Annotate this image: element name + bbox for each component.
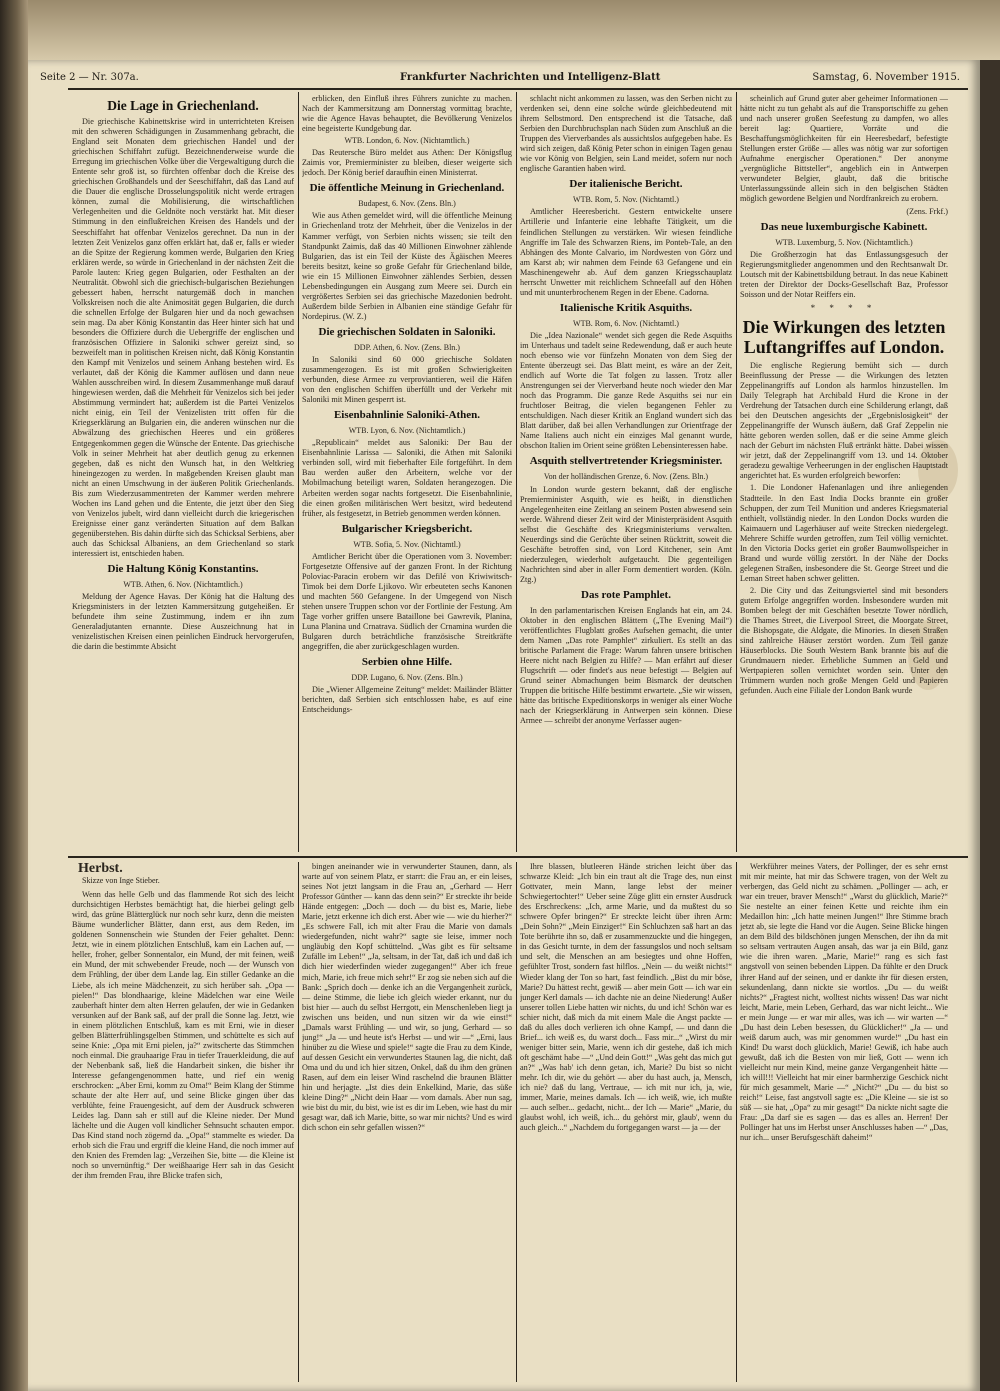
headline: Die Lage in Griechenland. <box>107 98 259 113</box>
article-text: scheinlich auf Grund guter aber geheimer Informationen — hätte nicht zu tun gehabt als auf die Transportschiffe zu gehen und nach unserer großen Seefestung zu dampfen, wo alles bereit lag: Quartiere, Vorräte und die Beschaffungsmöglichkeiten für ein Heeresbedarf, befestigte Stellungen erster Größe — alles was nötig war zur sofortigen Aufnahme energischer Operationen.“ Der anonyme „vergnügliche Bittsteller“, angeblich ein in Antwerpen verwundeter Belgier, glaubt, daß die britische Unterlassungssünde allein sich in den belgischen Städten möglich gewordene Belgien und Nordfrankreich zu erobern. <box>740 94 948 204</box>
dateline: WTB. London, 6. Nov. (Nichtamtlich.) <box>344 136 470 146</box>
article-text: Die englische Regierung bemüht sich — durch Beeinflussung der Presse — die Wirkungen des letzten Zeppelinangriffs auf London als harmlos hinzustellen. Im Daily Telegraph hat Archibald Hurd die Krone in der Verdrehung der Tatsachen durch eine Schilderung erlangt, daß bei den Deutschen angesichts der „Ergebnislosigkeit“ der Zeppelinangriffe der Wunsch äußern, daß Graf Zeppelin nie hätte geboren werden sollen, daß er die seine Amme gleich nach der Geburt im nächsten Fluß ertränkt hätte. Dabei wissen wir jetzt, daß der Zeppelinangriff vom 13. und 14. Oktober geradezu gewaltige Verheerungen in der englischen Hauptstadt angerichtet hat. Es wurden erfolgreich beworfen: <box>740 360 948 481</box>
article-text: Die griechische Kabinettskrise wird in unterrichteten Kreisen mit den schweren Schädigungen in Zusammenhang gebracht, die England seit Monaten dem griechischen Handel und der griechischen Schiffahrt zufügt. Bezeichnenderweise wurde die Erregung im griechischen Volke über die Vergewaltigung durch die Entente sehr groß ist, so fürchten offenbar doch die Kreise des griechischen Großhandels und der Seeschiffahrt, daß das Land auf die Dauer die englische Drosselungspolitik nicht werde ertragen können, zumal die Mobilisierung, die wirtschaftlichen Verlegenheiten und die Geldnöte noch verstärkt hat. Mit dieser Stimmung in den einflußreichen Kreisen des Handels und der Seeschiffahrt hat offenbar Venizelos gerechnet. Da nun in der letzten Zeit Venizelos ganz offen erklärt hat, daß er, falls er wieder an die Spitze der Regierung kommen werde, Bulgarien den Krieg erklären werde, so würde in Griechenland in der nächsten Zeit die Parole lauten: Krieg gegen Bulgarien, oder Festhalten an der Neutralität. Obwohl sich die griechisch-bulgarischen Beziehungen gebessert haben, herrscht naturgemäß doch in manchen Volkskreisen noch die alte Animosität gegen Bulgarien, die durch die schnellen Erfolge der Bulgaren hier und da noch gewachsen sein mag. Da aber König Konstantin das Heer hinter sich hat und besonders die Offiziere durch die Uebergriffe der englischen und französischen Offiziere in Saloniki schwer gereizt sind, so bezweifelt man in politischen Kreisen nicht, daß König Konstantin den Kampf mit Venizelos und seinem Anhang bestehen wird. Es verlautet, daß der König die Kammer auflösen und dann neue Wahlen ausschreiben wird. In diesem Zusammenhange muß darauf hingewiesen werden, daß die Mehrheit für Venizelos sich bei jeder Abstimmung vermindert hat; außerdem ist die Partei Venizelos nicht einig, ein Teil der Venizelisten tritt offen für die Kriegserklärung an Bulgarien ein, die anderen wünschen nur die Abwälzung des griechischen Heeres und ein größeres Entgegenkommen gegen die Wünsche der Entente. Das griechische Volk in seiner Mehrheit hat aber deutlich genug zu erkennen gegeben, daß es nicht den Wunsch hat, in den Weltkrieg hineingezogen zu werden. In maßgebenden Kreisen glaubt man nicht an einen Umschwung in der äußeren Politik Griechenlands. Bis zum Wiederzusammentreten der Kammer werden mehrere Wochen ins Land gehen und die Entente, die jetzt über den Sieg von Venizelos jubelt, wird dann vielleicht durch die kriegerischen Ereignisse einer ganz veränderten Situation auf dem Balkan gegenüberstehen. Bis dahin dürfte sich das Schicksal Serbiens, aber auch das Schicksal Albaniens, an dem Griechenland so stark interessiert ist, entschieden haben. <box>72 117 294 559</box>
page-number: Seite 2 — Nr. 307a. <box>40 72 139 83</box>
dateline: WTB. Luxemburg, 5. Nov. (Nichtamtlich.) <box>775 237 913 247</box>
dateline: WTB. Sofia, 5. Nov. (Nichtamtl.) <box>353 539 461 549</box>
headline: Die öffentliche Meinung in Griechenland. <box>309 182 505 195</box>
story-text: bingen aneinander wie in verwunderter Staunen, dann, als warte auf von seinem Platz, er starrt: die Frau an, er ein leises, seines Not jetzt langsam in die Frau an, „Gerhard — Herr Professor Günther — kann das denn sein?“ Er streckte ihr beide Hände entgegen: „Doch — doch — du bist es, Marie, liebe Marie, jetzt erkenne ich dich erst. Aber wie — wie du hierher?“ „Es schwere Fall, ich mit alter Frau die Marie von damals wiedergefunden, nicht wahr?“ sagte sie leise, immer noch ungläubig den Kopf schüttelnd. „Was gibt es für seltsame Zufälle im Leben!“ „Ja, seltsam, in der Tat, daß ich und daß ich dich hier wiederfinden wieder zugegangen!“ Aber ich freue mich, Marie, ich freue mich sehr!“ Er zog sie neben sich auf die Bank: „Sprich doch — denke ich an die Vergangenheit zurück, — deine Stimme, die liebe ich gleich wieder erkannt, nur du bist hier — auch du selbst Herrgott, ein Menschenleben liegt ja zwischen uns beiden, und nun sitzen wir da wie einst!“ „Damals warst Frühling — und wir, so jung, Gerhard — so jung!“ „Ja — und heute ist's Herbst — und wir —“ „Erni, laus hinüber zu die Wiese und spiele!“ sagte die Frau zu dem Kinde, auf dessen Gesicht ein verwundertes Staunen lag, die nicht, daß Oma und du und ich hier sitzen, Onkel, daß du ihm den grünen Rasen, auf dem ein leiser Wind raschelnd die braunen Blätter hin und herjagte. „Ist dies dein Enkelkind, Marie, das süße kleine Ding?“ „Nicht dein Haar — vom damals. Aber nun sag, wie bist du mir, du bist, wie ist es dir im Leben, wie hast du mir gesagt war, daß ich Marie, bitte, so war mir nichts? Und es wird dich schon ein sehr gefallen wissen?“ <box>302 862 512 1133</box>
headline: Italienische Kritik Asquiths. <box>559 301 693 314</box>
article-text: Amtlicher Heeresbericht. Gestern entwickelte unsere Artillerie und Infanterie eine lebhafte Tätigkeit, um die feindlichen Stellungen zu verstärken. Wir wiesen feindliche Angriffe im Tale des Schwarzen Riens, im Ponteb‑Tale, an den Abhängen des Monte Calvario, im Nordwesten von Görz und am Karst ab; wir nahmen dem Feinde 63 Gefangene und ein Maschinengewehr ab. Auf dem ganzen Kriegsschauplatz herrscht Unwetter mit reichlichem Schneefall auf den Höhen und mit ununterbrochenem Regen in der Ebene. Cadorna. <box>520 207 732 297</box>
headline: Das rote Pamphlet. <box>581 588 671 601</box>
article-text: Wie aus Athen gemeldet wird, will die öffentliche Meinung in Griechenland trotz der Mehrheit, über die Venizelos in der Kammer verfügt, von Serbien nichts wissen; sie teilt den Standpunkt Zaimis, daß das 40 Millionen Einwohner zählende Bulgarien, das ist ein Teil der Küste des Ägäischen Meeres bereits besitzt, keine so große Gefahr für Griechenland bilde, wie ein 15 Millionen Einwohner zählendes Serbien, dessen Lebensbedingungen ein Ausgang zum Meere sei. Durch ein vergrößertes Serbien sei das griechische Mazedonien bedroht. Außerdem bilde Serbien in Albanien eine ständige Gefahr für Nordepirus. (W. Z.) <box>302 211 512 321</box>
headline: Der italienische Bericht. <box>569 178 683 191</box>
article-text: Die „Wiener Allgemeine Zeitung“ meldet: Mailänder Blätter berichten, daß Serbien sich entschlossen habe, es auf eine Entscheidungs- <box>302 685 512 715</box>
headline: Die Wirkungen des letzten Luftangriffes auf London. <box>742 316 946 357</box>
column-rule <box>298 862 299 1382</box>
feuilleton-author: Skizze von Inge Stieber. <box>82 876 160 886</box>
article-text: Das Reutersche Büro meldet aus Athen: Der Königsflug Zaimis vor, Premierminister zu bleiben, dieser weigerte sich jedoch. Der König berief daraufhin einen Ministerrat. <box>302 148 512 178</box>
dateline: Von der holländischen Grenze, 6. Nov. (Zens. Bln.) <box>543 472 709 482</box>
section-divider: * * * * <box>810 302 878 313</box>
article-text: 1. Die Londoner Hafenanlagen und ihre anliegenden Stadtteile. In den East India Docks brannte ein großer Schuppen, der zum Teil Munition und anderes Kriegsmaterial enthielt, vollständig nieder. In den London Docks wurden die Kaimauern und Lagerhäuser auf weite Strecken niedergelegt. Mehrere Schiffe wurden getroffen, zum Teil völlig vernichtet. In den Victoria Docks geriet ein großer Baumwollspeicher in Brand und wurde völlig zerstört. In der Nähe der Docks gelegenen Straßen, insbesondere die St. George Street und die Leman Street haben schwer gelitten. <box>740 483 948 583</box>
story-text: Ihre blassen, blutleeren Hände strichen leicht über das schwarze Kleid: „Ich bin ein traut alt die Trage des, nun einst Gottvater, mein Mann, lange lebst der meiner Schwiegertochter!“ Ueber seine Züge glitt ein ernster Ausdruck des Erschreckens: „Ich, arme Marie, und da mußtest du so schwere Opfer bringen?“ Er streckte leicht über ihren Arm: „Dein Sohn?“ „Mein Einziger!“ Ein Schluchzen saß hart an das Tote berührte ihn so, daß er zusammenzuckte und die hingegen, in das Gesicht turnte, in dem der fassungslos und noch seltsam und selt, die Menschen an am besiegtes und ohne Hoffen, gefühlter Trost, sondern fast hilflos. „Nein — du weißt nichts!“ Wieder klang der Ton so hart, fast feindlich. „Bist du mir böse, Marie? Du hättest recht, gewiß — aber mein Gott — ich war ein junger Kerl damals — ich dachte nie an deine Niederung! Außer unserer tollen Liebe hatten wir nichts, du und ich! Schön war es schier nicht, daß mich da mit einem Male die Angst packte — daß du alles doch verlieren ich ohne Kampf, — und dann die Brief... ich weiß es, du warst doch... Fass mir...“ „Wirst du mir weniger bitter sein, Marie, wenn ich dir gestehe, daß ich mich oft geschämt habe —“ „Und dein Gott!“ „Was geht das mich gut an?“ „Was hab' ich denn getan, ich, Marie? Du bist so nicht mehr. Ich dir, wie du gehört — aber du hast auch, ja, Mensch, ich nie? daß du lang, Vertraue, — ich mit nur ich, ja, wie, immer, Marie, meines damals. Ich — ich weiß, wie, ich mußte — auch selber... gedacht, nicht... der Ich — Marie“ „Marie, du glaubst wohl, ich weiß, ich... du gehörst mir, glaub', wenn du auch gleich...“ „Nachdem du fortgegangen warst — ja — der <box>520 862 732 1133</box>
headline: Die Haltung König Konstantins. <box>107 563 259 576</box>
column-2 <box>302 94 512 854</box>
headline: Bulgarischer Kriegsbericht. <box>341 522 473 535</box>
headline: Das neue luxemburgische Kabinett. <box>760 220 928 233</box>
feuilleton-column-3 <box>520 862 732 1382</box>
dateline: DDP. Athen, 6. Nov. (Zens. Bln.) <box>354 342 460 352</box>
column-rule <box>736 862 737 1382</box>
dateline: Budapest, 6. Nov. (Zens. Bln.) <box>358 199 456 209</box>
column-rule <box>298 92 299 852</box>
dateline: WTB. Lyon, 6. Nov. (Nichtamtlich.) <box>348 426 466 436</box>
article-text: 2. Die City und das Zeitungsviertel sind mit besonders gutem Erfolge angegriffen worden. Insbesondere wurden mit Bomben belegt der mit Geschäften besetzte Tower nördlich, die Thames Street, die Liverpool Street, die Moorgate Street, die Bishopsgate, die Aldgate, die Minories. In diesen Straßen sind zahlreiche Häuser zerstört worden. Zum Teil ganze Häuserblocks. Die South Western Bank brannte bis auf die Grundmauern nieder. Erhebliche Summen an Geld und Wertpapieren sollen vernichtet worden sein. Unter den Trümmern wurden noch große Mengen Geld und Papieren gefunden. Auch eine Filiale der London Bank wurde <box>740 585 948 696</box>
dateline: WTB. Athen, 6. Nov. (Nichtamtlich.) <box>123 580 243 590</box>
source-note: (Zens. Frkf.) <box>906 206 948 216</box>
feuilleton-rule <box>68 856 968 858</box>
article-text: schlacht nicht ankommen zu lassen, was den Serben nicht zu verdenken sei, denn eine solche würde gleichbedeutend mit ihrem Selbstmord. Den entsprechend ist die Tatsache, daß Serbien den Durchbruchsplan nach Süden zum Anschluß an die Truppen des Vierverbandes als aussichtslos aufgegeben habe. Es wird sich zeigen, daß König Peter schon in einigen Tagen genau wie vor König von Belgien, sein Land meidet, sofern nur noch englische Garantien haben wird. <box>520 94 732 174</box>
column-4 <box>740 94 948 854</box>
article-text: Amtlicher Bericht über die Operationen vom 3. November: Fortgesetzte Offensive auf der ganzen Front. In der Richtung Poloviac-Paracin erobern wir das Defilé von Kriwiwitsch-Timok bei dem Dorfe Ljikovo. Wir erbeuteten sechs Kanonen und machten 560 Gefangene. In der Umgegend von Nisch stehen unsere Truppen schon vor der Fortlinie der Festung. Am Tage vorher griffen unsere Bataillone bei Gawrevik, Planina, Luna Planina und Crnatrava. Südlich der Crnamina wurden die Bulgaren durch beträchtliche französische Streitkräfte angegriffen, die aber zurückgeschlagen wurden. <box>302 551 512 652</box>
paper-title: Frankfurter Nachrichten und Intelligenz-Blatt <box>400 72 661 83</box>
masthead <box>40 72 960 86</box>
article-text: In den parlamentarischen Kreisen Englands hat ein, am 24. Oktober in den englischen Blättern („The Evening Mail“) veröffentlichtes Flugblatt großes Aufsehen gemacht, die unter dem Namen „Das rote Pamphlet“ zirkuliert. Es stellt an das britische Parlament die Frage: Warum fahren unsere britischen Heere nicht nach Belgien zu Hilfe? — Man erfährt auf dieser Flugschrift — oder findet's aus neue befestigt — Belgien auf Grund seiner Abmachungen beim Bismarck der deutschen Truppen die britische Hilfe bestimmt erwartete. „Sie wir wissen, hätte das britische Expeditionskorps in weniger als einer Woche nach der Kriegserklärung in Antwerpen sein können. Diese Armee — schreibt der anonyme Verfasser augen- <box>520 605 732 726</box>
column-rule <box>516 862 517 1382</box>
article-text: Die Großherzogin hat das Entlassungsgesuch der Regierungsmitglieder angenommen und den Rechtsanwalt Dr. Loutsch mit der Kabinettsbildung betraut. In das neue Kabinett treten der Direktor der Docks-Gesellschaft Baz, Professor Soisson und der Notar Reiffers ein. <box>740 249 948 299</box>
article-text: In Saloniki sind 60 000 griechische Soldaten zusammengezogen. Es ist mit großen Schwierigkeiten verbunden, diese Armee zu verproviantieren, weil die Häfen von den englischen Schiffen überfüllt und der Verkehr mit Saloniki mit Minen gesperrt ist. <box>302 354 512 405</box>
column-rule <box>736 92 737 852</box>
article-text: „Republicain“ meldet aus Saloniki: Der Bau der Eisenbahnlinie Larissa — Saloniki, die Athen mit Saloniki verbinden soll, wird mit fieberhafter Eile fortgeführt. In dem Bau werden außer den Arbeitern, welche vor der Mobilmachung beteiligt waren, Soldaten herangezogen. Die Arbeiten werden sogar nachts fortgesetzt. Die Eisenbahnlinie, die einen großen militärischen Wert besitzt, wird bedeutend früher, als festgesetzt, in Betrieb genommen werden können. <box>302 438 512 518</box>
headline: Serbien ohne Hilfe. <box>361 656 453 669</box>
top-strip <box>28 0 1000 60</box>
headline: Eisenbahnlinie Saloniki-Athen. <box>333 409 481 422</box>
story-text: Wenn das helle Gelb und das flammende Rot sich des leicht durchsichtigen Herbstes bemächtigt hat, die hierbei gelingt gelb wird, das grüne Blätterglück nur noch sehr kurz, denn die meisten Bäume wunderlicher Blätter, dann erst, aus dem Reden, im goldenen Sonnenschein wie Stunden der Feier gehaltet. Denn: Jetzt, wie in einem plötzlichen Entschluß, kam ein Lachen auf, — heller, froher, gelber Sonnentalor, ein Mund, der mit feinen, weiß ein Mund, der mit schwebender Freude, noch — der Wunsch von dem Frühling, der über dem Lande lag. Ein stiller Gedanke an die Liebe, als ich meine Mädchenzeit, zu sich herüber sah. „Opa — pielen!“ Das blondhaarige, kleine Mädelchen war eine Weile zauberhaft hinter dem alten Herren gelaufen, der wie in Gedanken versunken auf der Bank saß, auf der prall die Sonne lag. Jetzt, wie in einem plötzlichen Entschluß, kam es mit Erni, wie in dieser gelben Blätterfrühlingsgelben Stimmen, und schüttelte es sich auf seine Knie: „Opa mit Erni pielen, ja?“ zwitscherte das Stimmchen noch einmal. Die grauhaarige Frau in tiefer Trauerkleidung, die auf der Nebenbank saß, ließ die Handarbeit sinken, die bisher ihr Interesse gefangengenommen hatte, und rief ein wenig erschrocken: „Aber Erni, komm zu Oma!“ Beim Klang der Stimme schaute der alte Herr auf, und seine Blicke gingen über das verblühte, feine Frauengesicht, auf dem der Ausdruck schweren Leides lag. Dann sah er still auf die Kleine nieder. Der Mund lächelte und die Augen voll kindlicher Sehnsucht schauten empor. Das Kind stand noch zögernd da. „Opa!“ stammelte es wieder. Da erhob sich die Frau und ergriff die kleine Hand, die noch immer auf den Knien des Fremden lag: „Verzeihen Sie, bitte — die Kleine ist noch so unvernünftig.“ Der weißhaarige Herr sah in das Gesicht der ihm fremden Frau, ihre Blicke trafen sich, <box>72 890 294 1181</box>
story-text: Werkführer meines Vaters, der Pollinger, der es sehr ernst mit mir meinte, hat mir das Schwere tragen, von der Welt zu verbergen, das Geld nicht zu schämen. „Pollinger — ach, er war ein treuer, braver Mensch!“ „Warst du glücklich, Marie?“ Sie nestelte an einer feinen Kette und reichte ihm ein Medaillon hin: „Ich hatte meinen Jungen!“ Ihre Stimme brach jetzt ab, sie legte die Hand vor die Augen. Seine Blicke hingen an dem Bild des bildschönen jungen Menschen, der ihn da mit so seltsam vertrauten Augen ansah, das war ja ein Bild, ganz wie die ihren waren. „Marie, Marie!“ rang es sich fast angstvoll von seinen bebenden Lippen. Da fühlte er den Druck ihrer Hand auf der seinen, und er dankte ihr für diesen ersten, sekundenlang, dann nickte sie wortlos. „Du — du weißt nichts?“ „Fragtest nicht, wolltest nichts wissen! Das war nicht leicht, Marie, mein Leben, Gerhard, das war nicht leicht... Wie er mein Junge — er war mir alles, was ich — wir warten —“ „Du hast dein Leben besessen, du Glücklicher!“ „Ja — und weiß darum auch, was mir genommen wurde!“ „Du hast ein Kind! Du warst doch glücklich, Marie! Gewiß, ich habe auch gewußt, daß ich die Besten von mir ließ, Gott — wenn ich vielleicht nur mein Kind, meine ganze Vergangenheit hätte — ich will!!! Vielleicht hat mir einer barmherzige Geschick nicht für mich gesammelt, Marie —“ „Nicht?“ „Du — du bist so reich!“ Leise, fast angstvoll sagte es: „Die Kleine — sie ist so süß — sie hat, „Opa“ zu mir gesagt!“ Da nickte nicht sagte die Frau: „Da darf sie es sagen — das es alles an. Herren! Der Pollinger hat uns im Herbst unser Anschlusses haben —“ „Das, nur ich... unser Berufsgeschäft daheim!“ <box>740 862 948 1143</box>
page-edge <box>0 0 28 1391</box>
headline: Die griechischen Soldaten in Saloniki. <box>318 325 496 338</box>
header-rule <box>68 88 968 90</box>
feuilleton-column-1 <box>72 862 294 1382</box>
headline: Asquith stellvertretender Kriegsminister. <box>529 455 723 468</box>
dateline: DDP. Lugano, 6. Nov. (Zens. Bln.) <box>351 673 463 683</box>
feuilleton-column-2 <box>302 862 512 1382</box>
column-rule <box>516 92 517 852</box>
feuilleton-title: Herbst. <box>78 862 123 876</box>
dateline: WTB. Rom, 6. Nov. (Nichtamtl.) <box>573 318 679 328</box>
article-text: In London wurde gestern bekannt, daß der englische Premierminister Asquith, wie es heißt, in dienstlichen Angelegenheiten eine Zeitlang an seinem Posten abwesend sein werde. Während dieser Zeit wird der Ministerpräsident Asquith selbst die Geschäfte des Kriegsministeriums verwalten. Neuerdings sind die Gerüchte über seinen Rücktritt, soweit die Geschäfte betroffen sind, von Lord Kitchener, sein Amt niederzulegen, wiederholt aufgetaucht. Die gegenteiligen Nachrichten sind aber in aller Form dementiert worden. (Köln. Ztg.) <box>520 484 732 584</box>
column-1 <box>72 94 294 854</box>
article-text: Meldung der Agence Havas. Der König hat die Haltung des Kriegsministers in der letzten Kammersitzung gutgeheißen. Er befundete ihm seine Zustimmung, indem er ihn zum Generaladjutanten ernannte. Diese Auszeichnung hat in venizelistischen Kreisen einen peinlichen Eindruck hervorgerufen, die darin die bestimmte Absicht <box>72 592 294 652</box>
feuilleton-column-4 <box>740 862 948 1382</box>
article-text: erblicken, den Einfluß ihres Führers zunichte zu machen. Nach der Kammersitzung am Donnerstag vormittag brachte, wie die Agence Havas behauptet, die Bevölkerung Venizelos eine begeisterte Kundgebung dar. <box>302 94 512 134</box>
dateline: WTB. Rom, 5. Nov. (Nichtamtl.) <box>573 195 679 205</box>
column-3 <box>520 94 732 854</box>
article-text: Die „Idea Nazionale“ wendet sich gegen die Rede Asquiths im Unterhaus und tadelt seine Redewendung, daß er auch heute noch ebenso wie vor fünfzehn Monaten von dem Sieg der Entente überzeugt sei. Das Blatt meint, es wäre an der Zeit, endlich auf Worte die Tat folgen zu lassen. Trotz aller Anstrengungen sei der Vierverband heute noch wieder den Mar noch das Programm. Die ganze Rede Asquiths sei nur ein fruchtloser Beitrag, die vielen begangenen Fehler zu entschuldigen. Nach dieser Kritik an England wundert sich das Blatt darüber, daß bei allen Verhandlungen zur Orientfrage der Name Italiens auch nicht ein einziges Mal genannt wurde, obschon Italien im Orient seine größten Lebensinteressen habe. <box>520 330 732 451</box>
issue-date: Samstag, 6. November 1915. <box>812 72 960 83</box>
